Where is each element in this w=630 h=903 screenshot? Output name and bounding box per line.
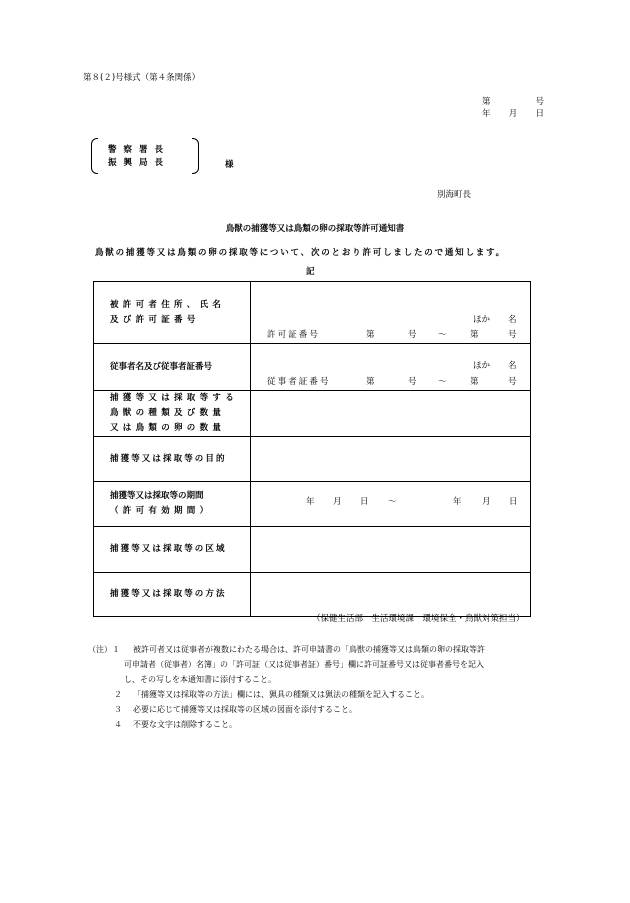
gou-label: 号 bbox=[408, 330, 417, 340]
label-text: 捕獲等又は採取等する bbox=[110, 393, 239, 403]
day-label: 日 bbox=[535, 109, 544, 119]
addressee-bureau: 振興局長 bbox=[108, 158, 171, 168]
permit-number-label: 許可証番号 bbox=[267, 330, 321, 340]
day-label: 日 bbox=[509, 497, 518, 507]
gou-label: 号 bbox=[408, 377, 417, 387]
label-text: 及び許可証番号 bbox=[110, 314, 200, 325]
note-1-line-1: 被許可者又は従事者が複数にわたる場合は、許可申請書の「鳥獣の捕獲等又は鳥類の卵の採取等許 bbox=[133, 645, 485, 654]
mei-label: 名 bbox=[508, 315, 517, 325]
note-4: 不要な文字は削除すること。 bbox=[133, 720, 237, 729]
value-cell[interactable] bbox=[251, 573, 531, 617]
tilde: ～ bbox=[438, 330, 447, 340]
day-label: 日 bbox=[360, 497, 369, 507]
month-label: 月 bbox=[508, 109, 518, 119]
month-label: 月 bbox=[333, 497, 342, 507]
dai-label: 第 bbox=[366, 330, 375, 340]
table-row-purpose bbox=[94, 437, 531, 482]
table-row-area bbox=[94, 527, 531, 573]
year-label: 年 bbox=[482, 109, 491, 119]
lead-text: 鳥獣の捕獲等又は鳥類の卵の採取等について、次のとおり許可しましたので通知します。 bbox=[95, 248, 506, 258]
table-row-method bbox=[94, 573, 531, 617]
document-title: 鳥獣の捕獲等又は鳥類の卵の採取等許可通知書 bbox=[225, 224, 405, 234]
gou-label: 号 bbox=[508, 330, 517, 340]
label-text: （許可有効期間） bbox=[110, 506, 213, 516]
label-cell bbox=[94, 391, 251, 437]
dai-label: 第 bbox=[470, 330, 479, 340]
label-text: 従事者名及び従事者証番号 bbox=[110, 361, 213, 372]
table-row-species bbox=[94, 391, 531, 437]
dai-label: 第 bbox=[470, 377, 479, 387]
note-1-line-2: 可申請者（従事者）名簿」の「許可証（又は従事者証）番号」欄に許可証番号又は従事者番号を記入 bbox=[124, 660, 484, 669]
label-text: 捕獲等又は採取等の区域 bbox=[110, 544, 227, 554]
label-text: 捕獲等又は採取等の期間 bbox=[110, 491, 204, 501]
year-label: 年 bbox=[453, 497, 462, 507]
document-date bbox=[482, 107, 544, 119]
tilde: ～ bbox=[438, 377, 447, 387]
addressee-block bbox=[91, 138, 199, 172]
label-text: 又は鳥類の卵の数量 bbox=[110, 423, 226, 433]
value-cell[interactable] bbox=[251, 344, 531, 391]
hoka-label: ほか bbox=[473, 315, 491, 325]
value-cell[interactable] bbox=[251, 437, 531, 482]
right-bracket bbox=[192, 138, 199, 174]
note-2: 「捕獲等又は採取等の方法」欄には、猟具の種類又は猟法の種類を記入すること。 bbox=[133, 690, 429, 699]
label-text: 鳥獣の種類及び数量 bbox=[110, 408, 226, 418]
value-cell[interactable] bbox=[251, 482, 531, 527]
gou-label: 号 bbox=[535, 97, 544, 107]
ki-mark: 記 bbox=[306, 267, 315, 277]
label-cell bbox=[94, 437, 251, 482]
label-cell bbox=[94, 482, 251, 527]
worker-number-label: 従事者証番号 bbox=[267, 377, 331, 387]
table-row-permittee bbox=[94, 282, 531, 344]
dai-label: 第 bbox=[482, 97, 491, 107]
left-bracket bbox=[91, 138, 98, 174]
mei-label: 名 bbox=[508, 361, 517, 371]
table-row-period bbox=[94, 482, 531, 527]
table-row-worker bbox=[94, 344, 531, 391]
form-id: 第８(２)号様式（第４条関係） bbox=[83, 73, 201, 83]
month-label: 月 bbox=[482, 497, 491, 507]
note-1-line-3: し、その写しを本通知書に添付すること。 bbox=[124, 675, 276, 684]
label-text: 捕獲等又は採取等の目的 bbox=[110, 453, 227, 464]
label-cell bbox=[94, 573, 251, 617]
value-cell[interactable] bbox=[251, 527, 531, 573]
note-4-number: ４ bbox=[114, 720, 122, 729]
value-cell[interactable] bbox=[251, 391, 531, 437]
dai-label: 第 bbox=[366, 377, 375, 387]
tilde: ～ bbox=[388, 497, 397, 507]
honorific: 様 bbox=[225, 160, 234, 170]
label-cell bbox=[94, 282, 251, 344]
label-text: 被許可者住所、氏名 bbox=[110, 299, 226, 310]
department: （保健生活部 生活環境課 環境保全・鳥獣対策担当） bbox=[312, 614, 525, 624]
note-3: 必要に応じて捕獲等又は採取等の区域の図面を添付すること。 bbox=[133, 705, 357, 714]
addressee-police: 警察署長 bbox=[108, 145, 171, 155]
note-3-number: ３ bbox=[114, 705, 122, 714]
label-text: 捕獲等又は採取等の方法 bbox=[110, 589, 227, 599]
document-number bbox=[482, 95, 544, 107]
permit-table bbox=[93, 281, 531, 617]
note-head: （注）１ bbox=[88, 645, 120, 654]
value-cell[interactable] bbox=[251, 282, 531, 344]
sender: 別海町長 bbox=[437, 190, 472, 200]
gou-label: 号 bbox=[508, 377, 517, 387]
hoka-label: ほか bbox=[473, 361, 491, 371]
label-cell bbox=[94, 527, 251, 573]
note-2-number: ２ bbox=[114, 690, 122, 699]
year-label: 年 bbox=[306, 497, 315, 507]
label-cell bbox=[94, 344, 251, 391]
